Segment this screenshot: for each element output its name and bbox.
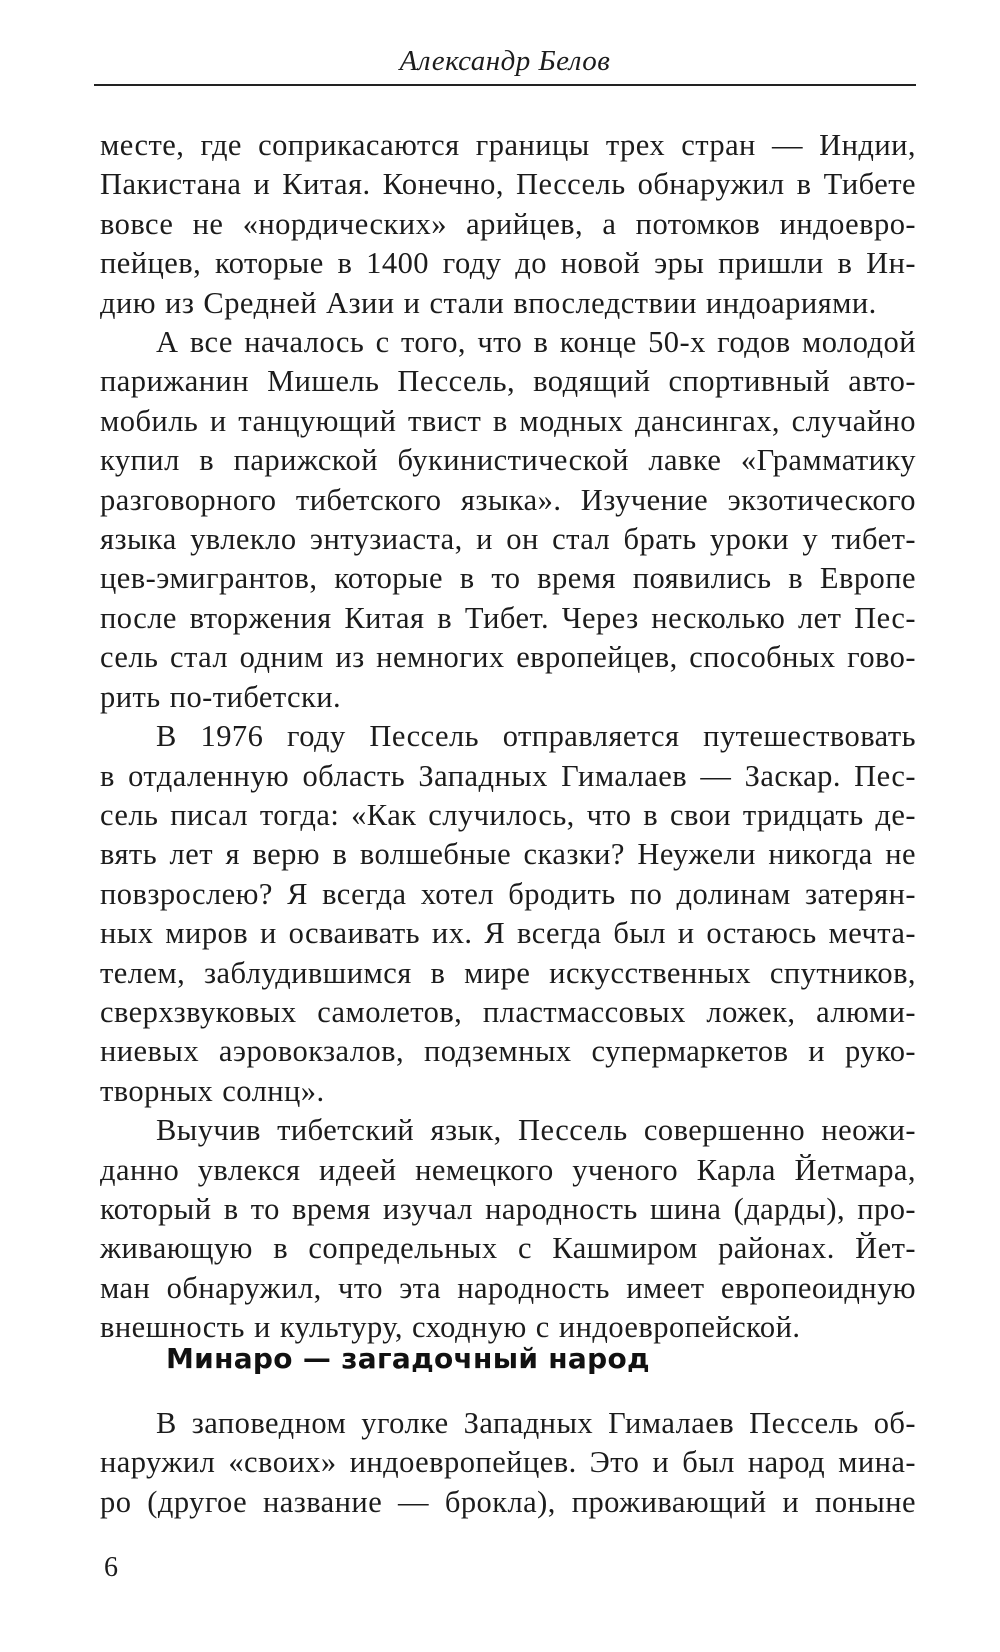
text-line: В заповедном уголке Западных Гималаев Пессель об- [156,1406,916,1440]
text-line: ных миров и осваивать их. Я всегда был и остаюсь мечта- [100,916,916,951]
text-line: месте, где соприкасаются границы трех стран — Индии, [100,128,916,162]
text-line: пейцев, которые в 1400 году до новой эры пришли в Ин- [100,246,916,281]
text-line: данно увлекся идеей немецкого ученого Карла Йетмара, [100,1152,916,1187]
text-line: сель стал одним из немногих европейцев, способных гово- [100,640,916,675]
section-text [100,1404,916,1522]
paragraph [100,1111,916,1347]
text-line: цев-эмигрантов, которые в то время появились в Европе [100,561,916,596]
text-line: внешность и культуру, сходную с индоевропейской. [100,1310,801,1345]
text-line: вять лет я верю в волшебные сказки? Неужели никогда не [100,837,916,872]
text-line: Пакистана и Китая. Конечно, Пессель обнаружил в Тибете [100,167,916,202]
header-rule [94,84,916,86]
text-line: дию из Средней Азии и стали впоследствии индоариями. [100,285,877,320]
text-line: языка увлекло энтузиаста, и он стал брать уроки у тибет- [100,522,916,557]
text-line: ниевых аэровокзалов, подземных супермаркетов и руко- [100,1034,916,1069]
text-line: мобиль и танцующий твист в модных дансингах, случайно [100,403,916,438]
text-line: А все началось с того, что в конце 50-х годов молодой [156,325,916,360]
text-line: повзрослею? Я всегда хотел бродить по долинам затерян- [100,876,916,911]
text-line: вовсе не «нордических» арийцев, а потомков индоевро- [100,206,916,241]
page-number: 6 [104,1552,118,1583]
text-line: разговорного тибетского языка». Изучение экзотического [100,482,916,517]
text-line: Выучив тибетский язык, Пессель совершенно неожи- [156,1113,916,1148]
text-line: после вторжения Китая в Тибет. Через несколько лет Пес- [100,600,916,635]
text-line: купил в парижской букинистической лавке «Грамматику [100,443,916,478]
running-head-author: Александр Белов [399,45,611,77]
text-line: ро (другое название — брокла), проживающий и поныне [100,1484,916,1519]
section-heading: Минаро — загадочный народ [166,1342,650,1375]
text-line: творных солнц». [100,1073,325,1108]
text-line: телем, заблудившимся в мире искусственных спутников, [100,955,916,990]
text-line: ман обнаружил, что эта народность имеет европеоидную [100,1270,916,1305]
paragraph [100,717,916,1111]
text-line: сель писал тогда: «Как случилось, что в свои тридцать де- [100,797,916,832]
text-line: наружил «своих» индоевропейцев. Это и был народ мина- [100,1445,916,1480]
main-text [100,126,916,1348]
text-line: который в то время изучал народность шина (дарды), про- [100,1191,916,1226]
text-line: парижанин Мишель Пессель, водящий спортивный авто- [100,364,916,399]
text-line: В 1976 году Пессель отправляется путешествовать [156,719,916,754]
paragraph [100,126,916,323]
text-line: живающую в сопредельных с Кашмиром районах. Йет- [100,1231,916,1266]
text-line: в отдаленную область Западных Гималаев — Заскар. Пес- [100,758,916,793]
text-line: рить по-тибетски. [100,679,342,714]
paragraph [100,323,916,717]
text-line: сверхзвуковых самолетов, пластмассовых ложек, алюми- [100,994,916,1029]
